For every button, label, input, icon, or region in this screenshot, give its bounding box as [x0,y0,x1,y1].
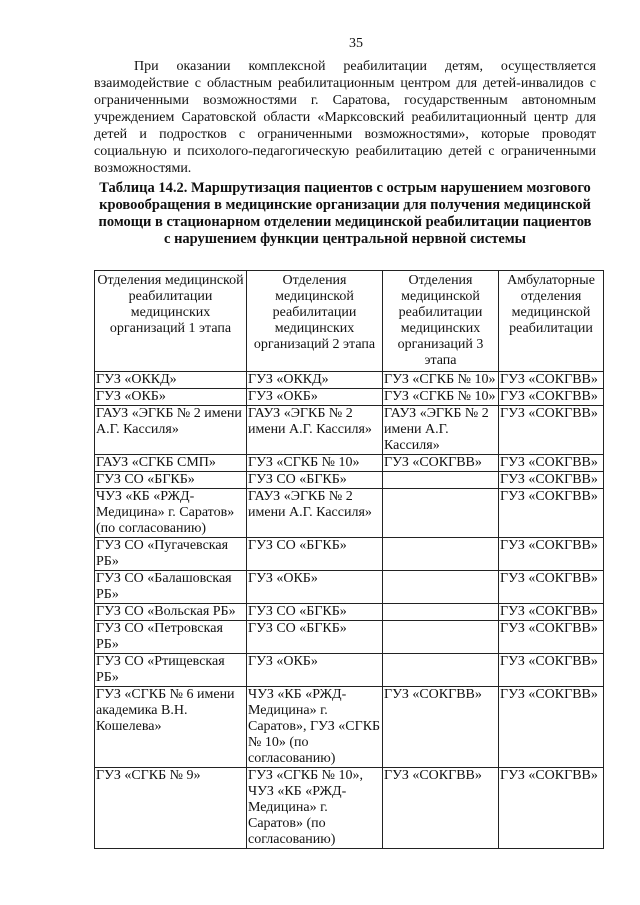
stage-2-cell: ГУЗ «ОКБ» [247,571,383,604]
table-row [95,455,604,472]
stage-1-cell: ГАУЗ «СГКБ СМП» [95,455,247,472]
outpatient-cell: ГУЗ «СОКГВВ» [499,571,604,604]
outpatient-cell: ГУЗ «СОКГВВ» [499,538,604,571]
stage-3-cell: ГАУЗ «ЭГКБ № 2 имени А.Г. Кассиля» [383,406,499,455]
stage-3-cell: ГУЗ «СОКГВВ» [383,455,499,472]
outpatient-cell: ГУЗ «СОКГВВ» [499,372,604,389]
table-header-row [95,271,604,372]
stage-1-cell: ГАУЗ «ЭГКБ № 2 имени А.Г. Кассиля» [95,406,247,455]
stage-1-cell: ГУЗ «СГКБ № 6 имени академика В.Н. Кошелева» [95,687,247,768]
header-stage-1: Отделения медицинской реабилитации медицинских организаций 1 этапа [95,271,247,372]
table-row [95,621,604,654]
table-row [95,489,604,538]
outpatient-cell: ГУЗ «СОКГВВ» [499,621,604,654]
stage-3-cell: ГУЗ «СГКБ № 10» [383,372,499,389]
stage-2-cell: ГУЗ «ОКБ» [247,389,383,406]
table-row [95,472,604,489]
stage-1-cell: ГУЗ «ОКБ» [95,389,247,406]
stage-3-cell [383,571,499,604]
outpatient-cell: ГУЗ «СОКГВВ» [499,489,604,538]
table-row [95,768,604,849]
stage-3-cell: ГУЗ «СОКГВВ» [383,768,499,849]
stage-2-cell: ГУЗ «ОККД» [247,372,383,389]
outpatient-cell: ГУЗ «СОКГВВ» [499,455,604,472]
outpatient-cell: ГУЗ «СОКГВВ» [499,406,604,455]
stage-2-cell: ГУЗ «СГКБ № 10», ЧУЗ «КБ «РЖД-Медицина» г. Саратов» (по согласованию) [247,768,383,849]
stage-1-cell: ЧУЗ «КБ «РЖД-Медицина» г. Саратов» (по согласованию) [95,489,247,538]
stage-3-cell [383,489,499,538]
outpatient-cell: ГУЗ «СОКГВВ» [499,687,604,768]
header-outpatient: Амбулаторные отделения медицинской реабилитации [499,271,604,372]
table-row [95,538,604,571]
stage-1-cell: ГУЗ СО «Петровская РБ» [95,621,247,654]
stage-2-cell: ЧУЗ «КБ «РЖД-Медицина» г. Саратов», ГУЗ «СГКБ № 10» (по согласованию) [247,687,383,768]
outpatient-cell: ГУЗ «СОКГВВ» [499,604,604,621]
table-row [95,571,604,604]
stage-2-cell: ГАУЗ «ЭГКБ № 2 имени А.Г. Кассиля» [247,489,383,538]
table-row [95,372,604,389]
table-row [95,406,604,455]
stage-3-cell [383,621,499,654]
table-row [95,604,604,621]
stage-1-cell: ГУЗ СО «БГКБ» [95,472,247,489]
stage-3-cell [383,654,499,687]
body-paragraph: При оказании комплексной реабилитации детям, осуществляется взаимодействие с областным реабилитационным центром для детей-инвалидов с ограниченными возможностями г. Саратова, государственным автономным учреждением Саратовской области «Марксовский реабилитационный центр для детей и подростков с ограниченными возможностями», которые проводят социальную и психолого-педагогическую реабилитацию детей с ограниченными возможностями. [94,59,596,176]
page-number: 35 [349,36,363,51]
stage-1-cell: ГУЗ «СГКБ № 9» [95,768,247,849]
outpatient-cell: ГУЗ «СОКГВВ» [499,768,604,849]
outpatient-cell: ГУЗ «СОКГВВ» [499,389,604,406]
stage-2-cell: ГУЗ СО «БГКБ» [247,538,383,571]
stage-3-cell [383,538,499,571]
stage-2-cell: ГУЗ «ОКБ» [247,654,383,687]
stage-1-cell: ГУЗ СО «Пугачевская РБ» [95,538,247,571]
stage-2-cell: ГУЗ «СГКБ № 10» [247,455,383,472]
outpatient-cell: ГУЗ «СОКГВВ» [499,654,604,687]
stage-3-cell [383,604,499,621]
stage-1-cell: ГУЗ «ОККД» [95,372,247,389]
table-caption: Таблица 14.2. Маршрутизация пациентов с острым нарушением мозгового кровообращения в медицинские организации для получения медицинской помощи в стационарном отделении медицинской реабилитации пациентов с нарушением функции центральной нервной системы [98,180,592,247]
stage-3-cell: ГУЗ «СГКБ № 10» [383,389,499,406]
stage-1-cell: ГУЗ СО «Балашовская РБ» [95,571,247,604]
stage-2-cell: ГУЗ СО «БГКБ» [247,621,383,654]
outpatient-cell: ГУЗ «СОКГВВ» [499,472,604,489]
table-row [95,687,604,768]
stage-1-cell: ГУЗ СО «Ртищевская РБ» [95,654,247,687]
table-row [95,389,604,406]
stage-3-cell [383,472,499,489]
header-stage-3: Отделения медицинской реабилитации медицинских организаций 3 этапа [383,271,499,372]
stage-2-cell: ГУЗ СО «БГКБ» [247,604,383,621]
stage-3-cell: ГУЗ «СОКГВВ» [383,687,499,768]
stage-2-cell: ГАУЗ «ЭГКБ № 2 имени А.Г. Кассиля» [247,406,383,455]
table-row [95,654,604,687]
stage-2-cell: ГУЗ СО «БГКБ» [247,472,383,489]
stage-1-cell: ГУЗ СО «Вольская РБ» [95,604,247,621]
header-stage-2: Отделения медицинской реабилитации медицинских организаций 2 этапа [247,271,383,372]
routing-table [94,270,604,849]
